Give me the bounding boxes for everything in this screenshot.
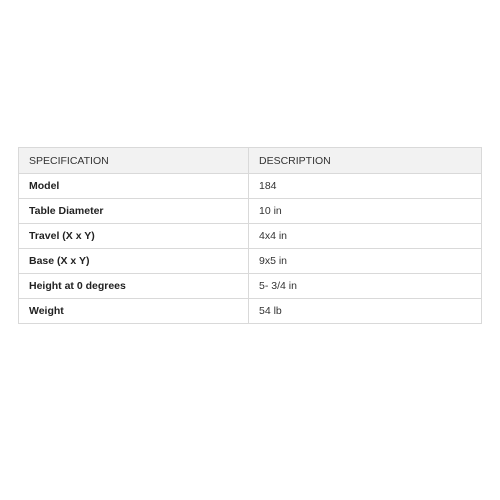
spec-label: Travel (X x Y) — [19, 224, 249, 249]
table-row — [19, 274, 482, 299]
spec-label: Table Diameter — [19, 199, 249, 224]
header-specification: SPECIFICATION — [19, 148, 249, 174]
header-description: DESCRIPTION — [249, 148, 482, 174]
table-header-row — [19, 148, 482, 174]
spec-value: 5- 3/4 in — [249, 274, 482, 299]
table-row — [19, 249, 482, 274]
spec-value: 9x5 in — [249, 249, 482, 274]
table-row — [19, 174, 482, 199]
spec-value: 54 lb — [249, 299, 482, 324]
spec-label: Model — [19, 174, 249, 199]
table-row — [19, 224, 482, 249]
spec-value: 184 — [249, 174, 482, 199]
table-row — [19, 299, 482, 324]
spec-label: Base (X x Y) — [19, 249, 249, 274]
specification-table — [18, 147, 482, 324]
table-row — [19, 199, 482, 224]
spec-value: 4x4 in — [249, 224, 482, 249]
spec-label: Height at 0 degrees — [19, 274, 249, 299]
spec-value: 10 in — [249, 199, 482, 224]
spec-label: Weight — [19, 299, 249, 324]
